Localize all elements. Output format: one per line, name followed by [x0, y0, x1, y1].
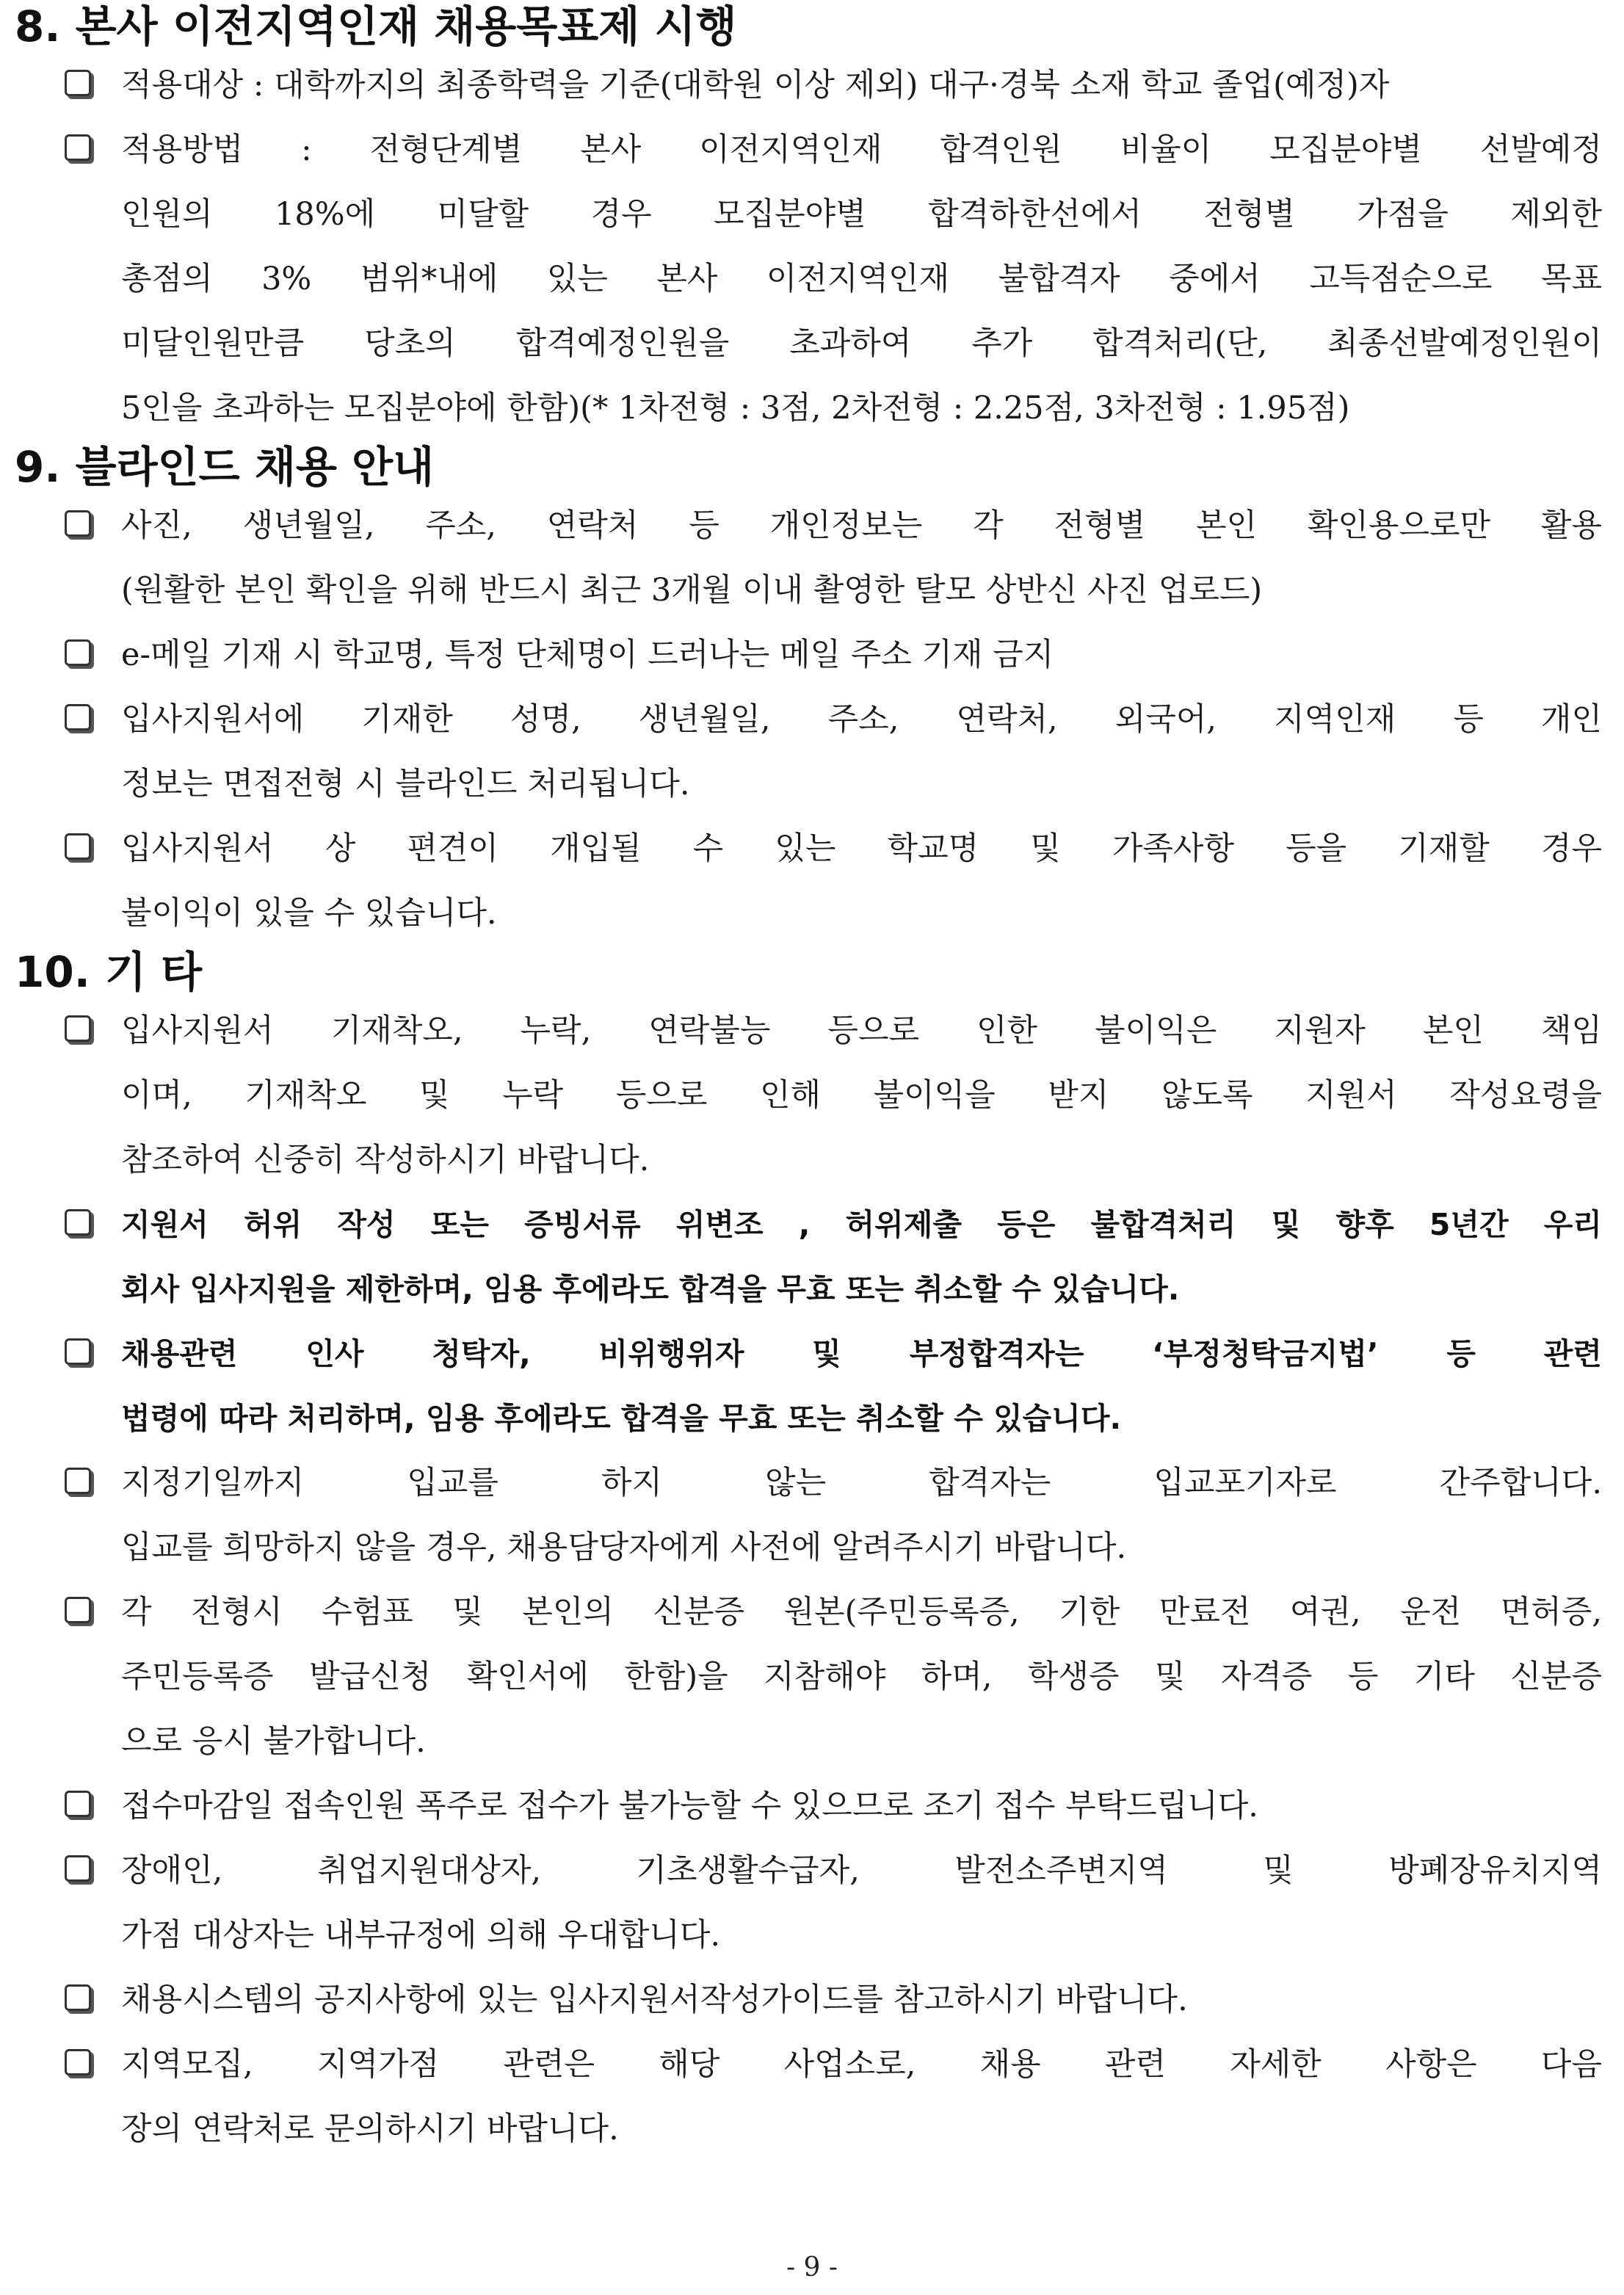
list-item-text: 지원서 허위 작성 또는 증빙서류 위변조 , 허위제출 등은 불합격처리 및 향후 5년간 우리 — [121, 1207, 1602, 1242]
list-item — [15, 53, 1602, 117]
checkbox-bullet-icon — [65, 510, 91, 537]
list-item — [15, 687, 1602, 816]
list-item-text: 지정기일까지 입교를 하지 않는 합격자는 입교포기자로 간주합니다. — [121, 1465, 1602, 1501]
list-item — [15, 1968, 1602, 2032]
checkbox-bullet-icon — [65, 134, 91, 161]
checkbox-bullet-icon — [65, 639, 91, 666]
list-item — [15, 1451, 1602, 1580]
list-item — [15, 623, 1602, 687]
checkbox-bullet-icon — [65, 1984, 91, 2011]
list-item-text: 입사지원서 상 편견이 개입될 수 있는 학교명 및 가족사항 등을 기재할 경우 — [121, 830, 1602, 867]
checkbox-bullet-icon — [65, 70, 91, 96]
list-item-text: (원활한 본인 확인을 위해 반드시 최근 3개월 이내 촬영한 탈모 상반신 사진 업로드) — [121, 572, 1263, 609]
list-item-text: 참조하여 신중히 작성하시기 바랍니다. — [121, 1142, 650, 1178]
list-item-text: 가점 대상자는 내부규정에 의해 우대합니다. — [121, 1917, 721, 1954]
list-item — [15, 2032, 1602, 2161]
list-item-text: 지역모집, 지역가점 관련은 해당 사업소로, 채용 관련 자세한 사항은 다음 — [121, 2046, 1602, 2083]
list-item — [15, 493, 1602, 623]
checkbox-bullet-icon — [65, 1015, 91, 1042]
list-item — [15, 998, 1602, 1192]
checkbox-bullet-icon — [65, 1791, 91, 1817]
list-item-text: 불이익이 있을 수 있습니다. — [121, 895, 497, 932]
list-item-text: 주민등록증 발급신청 확인서에 한함)을 지참해야 하며, 학생증 및 자격증 등 기타 신분증 — [121, 1658, 1602, 1695]
list-item-text: 장의 연락처로 문의하시기 바랍니다. — [121, 2111, 619, 2147]
checkbox-bullet-icon — [65, 1468, 91, 1494]
list-item-text: 채용시스템의 공지사항에 있는 입사지원서작성가이드를 참고하시기 바랍니다. — [121, 1982, 1188, 2018]
list-item-text: 사진, 생년월일, 주소, 연락처 등 개인정보는 각 전형별 본인 확인용으로만 활용 — [121, 507, 1602, 544]
checkbox-bullet-icon — [65, 1338, 91, 1365]
list-item-text: 미달인원만큼 당초의 합격예정인원을 초과하여 추가 합격처리(단, 최종선발예정인원이 — [121, 325, 1602, 362]
list-item-text: e-메일 기재 시 학교명, 특정 단체명이 드러나는 메일 주소 기재 금지 — [121, 637, 1054, 673]
list-item-text: 인원의 18%에 미달할 경우 모집분야별 합격하한선에서 전형별 가점을 제외한 — [121, 196, 1602, 233]
list-item-text: 접수마감일 접속인원 폭주로 접수가 불가능할 수 있으므로 조기 접수 부탁드립니다. — [121, 1788, 1258, 1824]
list-item-text: 적용대상 : 대학까지의 최종학력을 기준(대학원 이상 제외) 대구·경북 소재 학교 졸업(예정)자 — [121, 67, 1390, 104]
list-item-text: 으로 응시 불가합니다. — [121, 1723, 426, 1760]
section-title: 9. 블라인드 채용 안내 — [15, 442, 435, 492]
list-item-text: 법령에 따라 처리하며, 임용 후에라도 합격을 무효 또는 취소할 수 있습니다. — [121, 1401, 1122, 1436]
list-item-text: 회사 입사지원을 제한하며, 임용 후에라도 합격을 무효 또는 취소할 수 있습니다. — [121, 1272, 1180, 1307]
list-item-text: 입교를 희망하지 않을 경우, 채용담당자에게 사전에 알려주시기 바랍니다. — [121, 1529, 1127, 1566]
list-item-text: 입사지원서에 기재한 성명, 생년월일, 주소, 연락처, 외국어, 지역인재 등 개인 — [121, 701, 1602, 738]
list-item-text: 장애인, 취업지원대상자, 기초생활수급자, 발전소주변지역 및 방폐장유치지역 — [121, 1852, 1602, 1889]
list-item-text: 입사지원서 기재착오, 누락, 연락불능 등으로 인한 불이익은 지원자 본인 책임 — [121, 1012, 1602, 1049]
checkbox-bullet-icon — [65, 1597, 91, 1623]
checkbox-bullet-icon — [65, 1855, 91, 1882]
list-item-text: 총점의 3% 범위*내에 있는 본사 이전지역인재 불합격자 중에서 고득점순으로 목표 — [121, 261, 1602, 297]
list-item — [15, 1321, 1602, 1451]
list-item-text: 정보는 면접전형 시 블라인드 처리됩니다. — [121, 766, 690, 802]
checkbox-bullet-icon — [65, 833, 91, 860]
section-title: 10. 기 타 — [15, 947, 203, 997]
list-item-text: 채용관련 인사 청탁자, 비위행위자 및 부정합격자는 ‘부정청탁금지법’ 등 관련 — [121, 1336, 1602, 1371]
section-title: 8. 본사 이전지역인재 채용목표제 시행 — [15, 1, 737, 51]
list-item-text: 적용방법 : 전형단계별 본사 이전지역인재 합격인원 비율이 모집분야별 선발예정 — [121, 131, 1602, 168]
checkbox-bullet-icon — [65, 2049, 91, 2075]
list-item — [15, 1192, 1602, 1321]
list-item — [15, 816, 1602, 946]
checkbox-bullet-icon — [65, 1209, 91, 1236]
list-item — [15, 1774, 1602, 1838]
page-number: - 9 - — [786, 2252, 838, 2283]
list-item — [15, 117, 1602, 440]
checkbox-bullet-icon — [65, 704, 91, 730]
list-item — [15, 1838, 1602, 1968]
list-item-text: 5인을 초과하는 모집분야에 한함)(* 1차전형 : 3점, 2차전형 : 2.25점, 3차전형 : 1.95점) — [121, 390, 1350, 427]
list-item — [15, 1580, 1602, 1774]
list-item-text: 각 전형시 수험표 및 본인의 신분증 원본(주민등록증, 기한 만료전 여권, 운전 면허증, — [121, 1594, 1602, 1631]
list-item-text: 이며, 기재착오 및 누락 등으로 인해 불이익을 받지 않도록 지원서 작성요령을 — [121, 1077, 1602, 1114]
